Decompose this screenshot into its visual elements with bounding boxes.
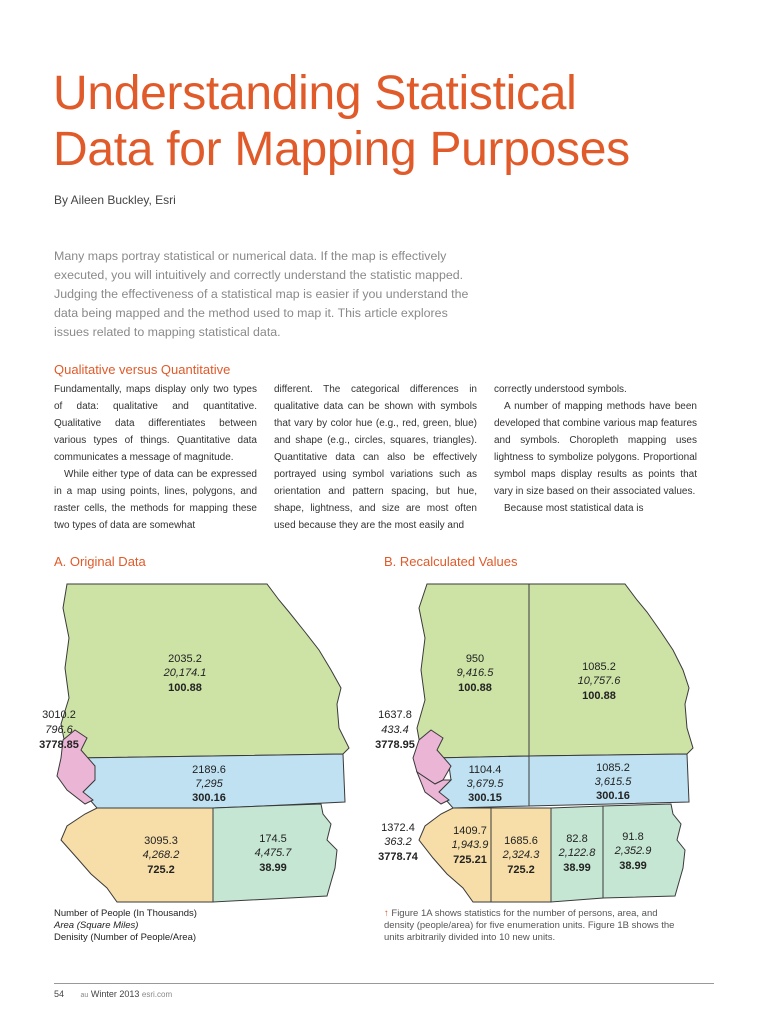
paragraph: correctly understood symbols. [494, 384, 627, 395]
map-recalculated-values [367, 578, 697, 906]
map-b-tane-people: 1685.6 [504, 835, 538, 847]
article-title [53, 66, 753, 178]
map-b-midw-area: 3,679.5 [466, 778, 504, 790]
map-b-minte-people: 91.8 [622, 831, 644, 843]
map-b-pinks-people: 1372.4 [381, 822, 415, 834]
map-b-tane-density: 725.2 [507, 864, 535, 876]
map-b-midw-people: 1104.4 [468, 764, 502, 776]
map-b-tanw-people: 1409.7 [453, 825, 487, 837]
title-line-2: Data for Mapping Purposes [53, 123, 630, 176]
paragraph: different. The categorical differences in qualitative data can be shown with symbols that vary by color hue (e.g., red, green, blue) and shape (e.g., circles, squares, triangles). Quantitative data can also be effectively portrayed using symbol variations such as orientation and pattern spacing, but hue, shape, lightness, and size are most often used because they are the most easily and [274, 384, 477, 531]
page-number: 54 [54, 989, 65, 999]
map-a-pink-people: 3010.2 [42, 709, 76, 721]
map-a-sw-area: 4,268.2 [142, 849, 180, 861]
map-a-middle-area: 7,295 [195, 778, 223, 790]
map-b-pinkn-density: 3778.95 [375, 739, 415, 751]
map-b-minte-density: 38.99 [619, 860, 647, 872]
map-a-se-area: 4,475.7 [254, 847, 292, 859]
map-b-pinkn-area: 433.4 [381, 724, 409, 736]
map-a-sw-density: 725.2 [147, 864, 175, 876]
legend-area: Area (Square Miles) [54, 920, 139, 931]
map-original-data [37, 578, 357, 906]
map-b-tanw-density: 725.21 [453, 854, 487, 866]
map-a-middle-density: 300.16 [192, 792, 226, 804]
map-a-se-density: 38.99 [259, 862, 287, 874]
map-b-mintw-density: 38.99 [563, 862, 591, 874]
map-b-pinks-density: 3778.74 [378, 851, 418, 863]
map-b-mintw-area: 2,122.8 [558, 847, 596, 859]
map-b-mintw-people: 82.8 [566, 833, 588, 845]
title-line-1: Understanding Statistical [53, 67, 577, 120]
paragraph: Because most statistical data is [504, 503, 644, 514]
map-a-pink-area: 796.6 [45, 724, 73, 736]
map-b-mide-people: 1085.2 [596, 762, 630, 774]
map-a-north-density: 100.88 [168, 682, 202, 694]
body-column-1 [54, 381, 257, 534]
page-footer [54, 989, 172, 999]
caption-text: Figure 1A shows statistics for the number of persons, area, and density (people/area) for five enumeration units. Figure 1B shows the units arbitrarily divided into 10 new units. [384, 908, 675, 943]
map-b-pinks-area: 363.2 [384, 836, 412, 848]
map-a-north-people: 2035.2 [168, 653, 202, 665]
map-b-nw-density: 100.88 [458, 682, 492, 694]
paragraph: A number of mapping methods have been developed that combine various map features and symbols. Choropleth mapping uses lightness to symbolize polygons. Proportional symbol maps display results as points that vary in size based on their associated values. [494, 401, 697, 497]
map-a-middle-people: 2189.6 [192, 764, 226, 776]
region-southwest [61, 808, 213, 902]
section-heading: Qualitative versus Quantitative [54, 362, 231, 377]
map-b-nw-area: 9,416.5 [456, 667, 494, 679]
legend-people: Number of People (In Thousands) [54, 908, 197, 919]
issue: Winter 2013 [90, 989, 140, 999]
paragraph: Fundamentally, maps display only two types of data: qualitative and quantitative. Qualitative data differentiates between various types of things. Quantitative data communicates a message of magnitude. [54, 384, 257, 463]
footer-divider [54, 983, 714, 984]
intro-paragraph: Many maps portray statistical or numerical data. If the map is effectively executed, you will intuitively and correctly understand the statistic mapped. Judging the effectiveness of a statistical map is easier if you understand the data being mapped and the method used to map it. This article explores issues related to mapping statistical data. [54, 249, 469, 339]
body-column-3 [494, 381, 697, 517]
legend-density: Denisity (Number of People/Area) [54, 932, 197, 943]
map-b-tanw-area: 1,943.9 [451, 839, 489, 851]
map-b-nw-people: 950 [465, 653, 485, 665]
figure-a-heading: A. Original Data [54, 554, 146, 569]
body-column-2 [274, 381, 477, 534]
map-b-ne-people: 1085.2 [582, 661, 616, 673]
figure-b-heading: B. Recalculated Values [384, 554, 518, 569]
map-b-ne-density: 100.88 [582, 690, 616, 702]
map-a-pink-density: 3778.85 [39, 739, 79, 751]
caption-arrow-icon: ↑ [384, 908, 389, 919]
map-b-mide-density: 300.16 [596, 790, 630, 802]
map-b-ne-area: 10,757.6 [577, 675, 621, 687]
footer-url: esri.com [141, 990, 173, 999]
map-b-tane-area: 2,324.3 [502, 849, 540, 861]
magazine-name: au [80, 992, 89, 999]
byline: By Aileen Buckley, Esri [54, 193, 176, 207]
map-legend [54, 908, 197, 944]
map-b-minte-area: 2,352.9 [614, 845, 652, 857]
map-b-pinkn-people: 1637.8 [378, 709, 412, 721]
map-a-north-area: 20,174.1 [163, 667, 207, 679]
map-a-sw-people: 3095.3 [144, 835, 178, 847]
map-b-midw-density: 300.15 [468, 792, 502, 804]
figure-caption [384, 908, 684, 944]
paragraph: While either type of data can be expressed in a map using points, lines, polygons, and raster cells, the methods for mapping these two types of data are somewhat [54, 469, 257, 531]
map-a-se-people: 174.5 [259, 833, 287, 845]
map-b-mide-area: 3,615.5 [594, 776, 632, 788]
